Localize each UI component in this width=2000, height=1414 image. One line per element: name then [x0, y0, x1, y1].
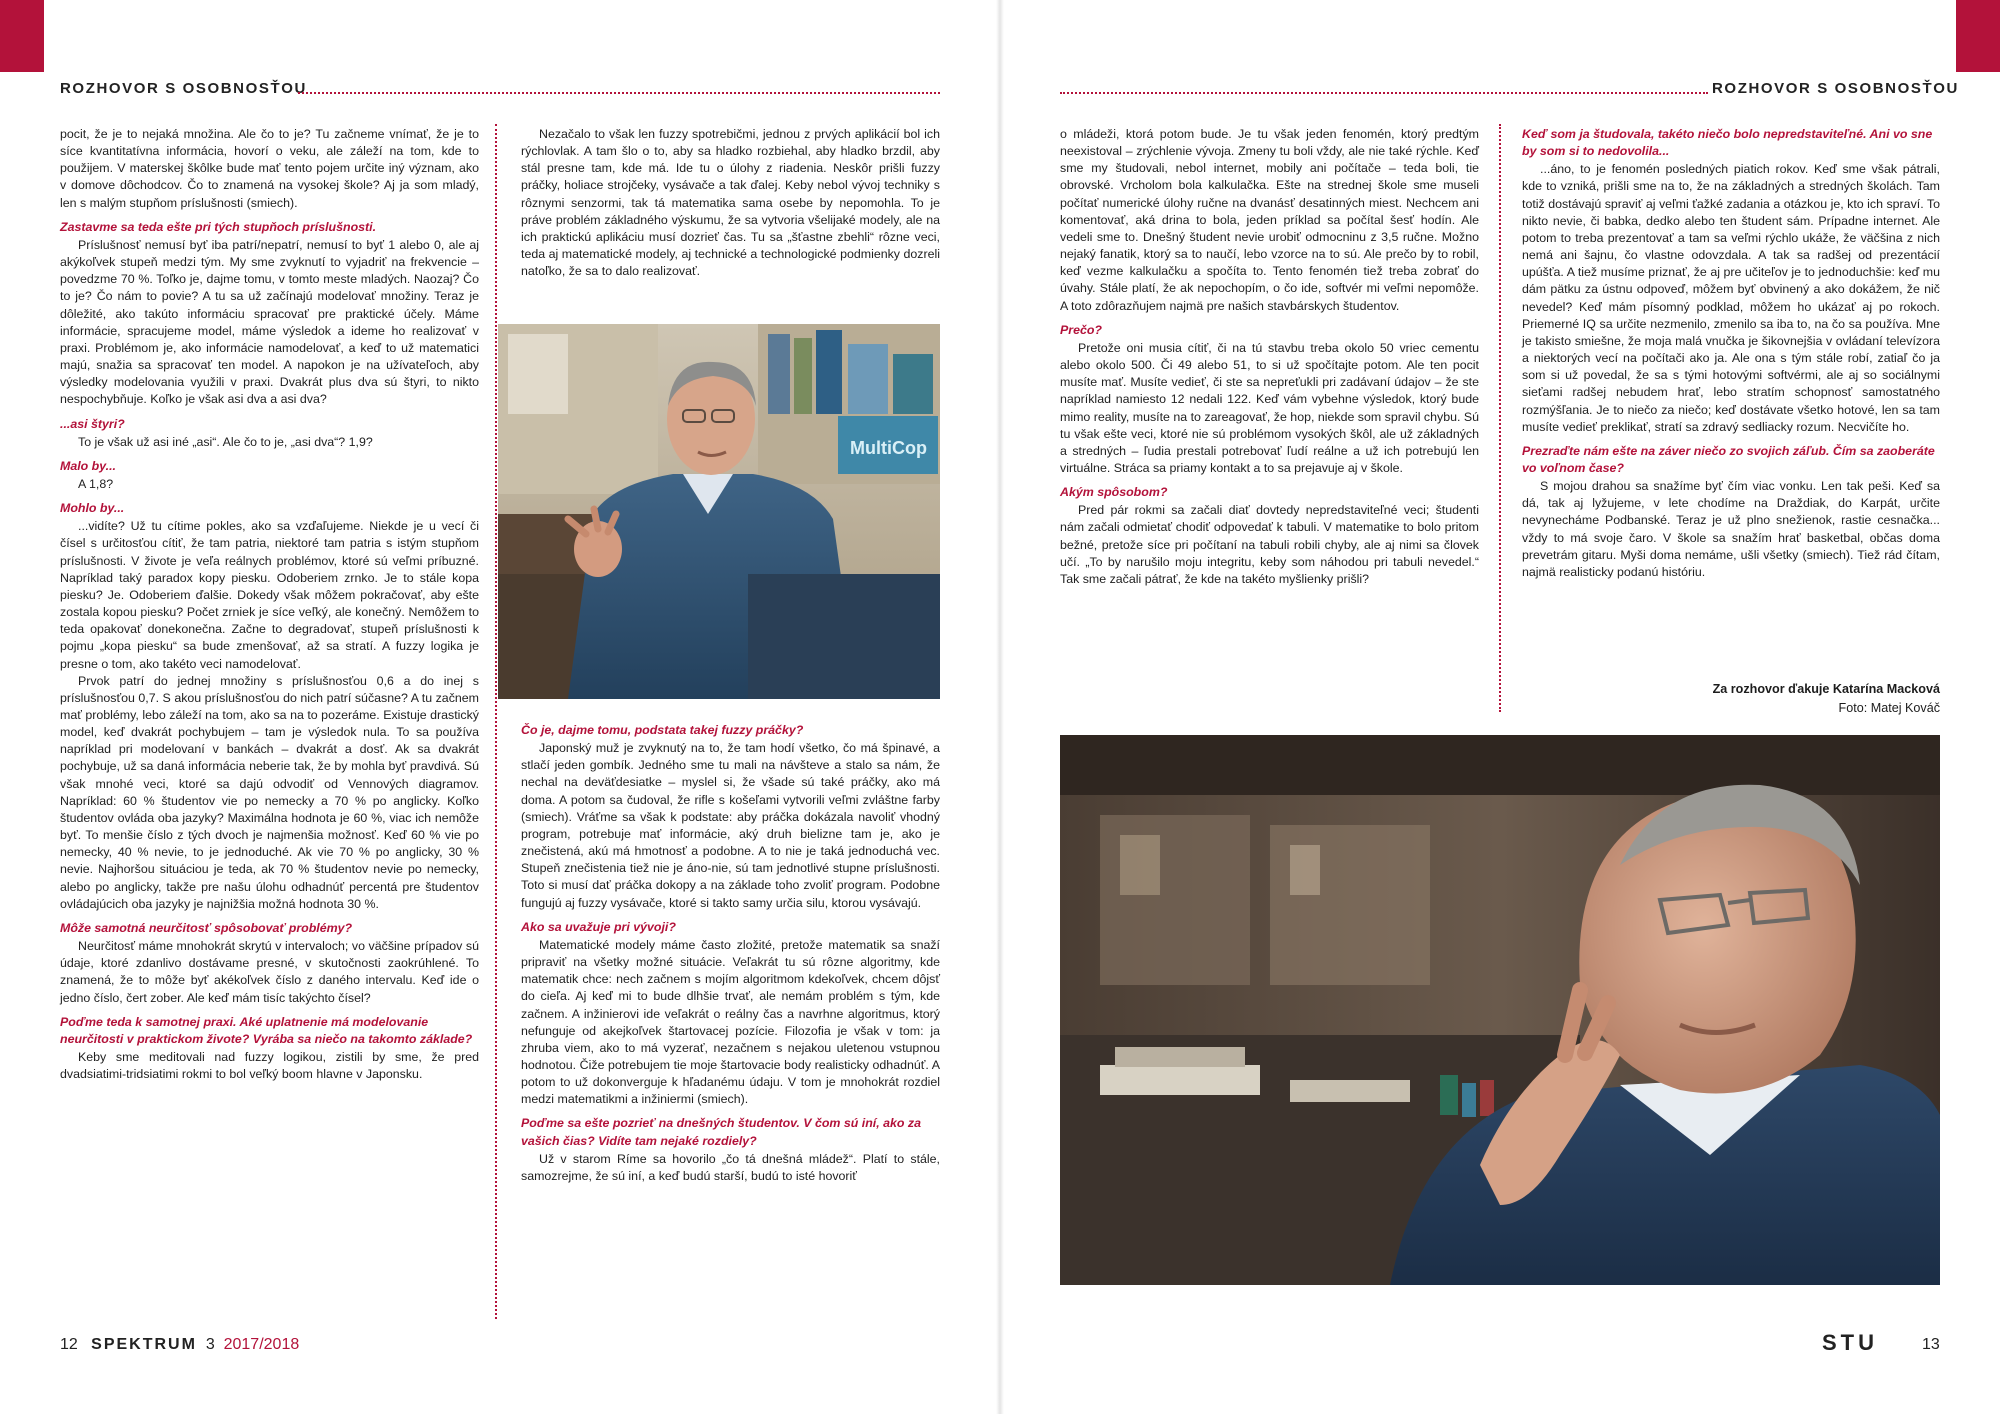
article-column-3 [1060, 126, 1479, 588]
box-label-1: MultiCop [850, 438, 927, 458]
interview-answer: Pred pár rokmi sa začali diať dovtedy nepredstaviteľné veci; študenti nám začali odmietať chodiť odpovedať k tabuli. V matematike to bolo pritom bežné, pretože síce pri počítaní na tabuli robili chyby, ale aj nimi sa človek učí. „To by narušilo moju integritu, keby som náhodou pri tabuli nevedel.“ Tak sme začali pátrať, že kde na takéto myšlienky prišli? [1060, 503, 1479, 586]
interview-photo-left [498, 324, 940, 699]
magazine-name: SPEKTRUM [91, 1336, 197, 1353]
interview-question: Malo by... [60, 458, 116, 473]
interview-question: Keď som ja študovala, takéto niečo bolo nepredstaviteľné. Ani vo sne by som si to nedovolila... [1522, 127, 1933, 159]
article-column-1 [60, 126, 479, 1083]
interview-question: Poďme sa ešte pozrieť na dnešných študentov. V čom sú iní, ako za vašich čias? Vidíte tam nejaké rozdiely? [521, 1116, 922, 1148]
interview-answer: pocit, že je to nejaká množina. Ale čo to je? Tu začneme vnímať, že je to síce kvantitatívna informácia, hovorí o veku, ale záleží na tom, kde to použijem. V materskej škôlke bude mať tento pojem určite iný význam, ako v domove dôchodcov. Čo to znamená na vysokej škole? Aj ja som mladý, len s malým stupňom príslušnosti (smiech). [60, 127, 479, 210]
interview-answer: o mládeži, ktorá potom bude. Je tu však jeden fenomén, ktorý predtým neexistoval – zrýchlenie vývoja. Zmeny tu boli vždy, ale nie také rýchle. Keď sme my študovali, nebol internet, mobily ani počítače – teda boli, tie obrovské. Vrcholom bola kalkulačka. Ešte na strednej škole sme museli počítať numerické úlohy ručne na dvanásť desatinných miest. Nechcem ani komentovať, aká drina to bola, jeden príklad sa počítal šesť hodín. Ale vedeli sme to. Dnešný študent nevie urobiť odmocninu z 3,5 ručne. Možno nejaký fanatik, ktorý sa to naučí, lebo vzorce na to sú. Ale prečo by to robil, keď vezme kalkulačku a spočíta to. Tento fenomén tiež treba zobrať do úvahy. Stále platí, že ak nepochopím, o čo ide, softvér mi veľmi nepomôže. A toto zdôrazňujem najmä pre našich stavbárskych študentov. [1060, 127, 1479, 313]
interview-photo-right [1060, 735, 1940, 1285]
page-number-left: 12 [60, 1336, 78, 1353]
left-red-tab [0, 0, 44, 72]
interview-answer: ...vidíte? Už tu cítime pokles, ako sa vzďaľujeme. Niekde je u vecí či čísel s určitosťou cítiť, že tam patria, niektoré tam patria s istým stupňom príslušnosti. V živote je veľa reálnych problémov, ktoré sú veľmi príbuzné. Napríklad taký paradox kopy piesku. Odoberiem zrnko. Je to stále kopa piesku? Je. Odoberiem ďalšie. Dokedy však môžem pokračovať, aby ešte zostala kopou piesku? Počet zrniek je síce veľký, ale konečný. Nemôžem to teda opakovať donekonečna. Začne to degradovať, stupeň príslušnosti k pojmu „kopa piesku“ sa bude zmenšovať, až sa stratí. A fuzzy logika je presne o tom, ako takéto veci namodelovať. [60, 519, 479, 671]
interview-answer: Pretože oni musia cítiť, či na tú stavbu treba okolo 50 vriec cementu alebo okolo 500. Či 49 alebo 51, to si už spočítajte potom. Ale ten pocit musíte mať. Musíte vedieť, či ste sa nepreťukli pri zadávaní údajov – že ste napríklad namiesto 12 nedali 122. Keď vám vybehne výsledok, ktorý bude mimo reality, musíte na to zareagovať, že hop, niekde som spravil chybu. Sú tu však ešte veci, ktoré nie sú problémom vysokých škôl, ale už základných a stredných – ľudia prestali potrebovať ľudí reálne a už ich potrebujú len virtuálne. Stráca sa priamy kontakt a to sa prejavuje aj v škole. [1060, 340, 1480, 475]
issue-year: 2017/2018 [223, 1336, 300, 1353]
article-column-2-top [521, 126, 940, 280]
interview-answer: Nezačalo to však len fuzzy spotrebičmi, jednou z prvých aplikácií bol ich rýchlovlak. A tam šlo o to, aby sa hladko rozbiehal, aby hladko brzdil, aby stál presne tam, kde má. Ide tu o úlohy z riadenia. Neskôr prišli fuzzy práčky, holiace strojčeky, vysávače a tak ďalej. Keby nebol vývoj techniky s rôznymi senzormi, tak tá matematika sama osebe by nepomohla. To je práve problém základného výskumu, že sa vytvoria všelijaké modely, ale na ich praktickú aplikáciu musí dozrieť čas. Tu sa „šťastne zbehli“ rôzne veci, teda aj matematické modely, aj technické a technologické podmienky dozreli natoľko, že sa to dalo realizovať. [521, 127, 940, 279]
interview-answer: Japonský muž je zvyknutý na to, že tam hodí všetko, čo má špinavé, a stlačí jeden gombík. Jedného sme tu mali na návšteve a stalo sa nám, že nechal na deväťdesiatke – myslel si, že všade sú také práčky, ako má doma. A potom sa čudoval, že rifle s košeľami vytvorili veľmi zvláštne farby (smiech). Vráťme sa však k podstate: aby práčka dokázala navoliť vhodný program, potrebuje mať informácie, aký druh bielizne tam je, ako je znečistená, akú má hmotnosť a podobne. A to nie je taká jednoduchá vec. Stupeň znečistenia tiež nie je áno-nie, sú tam jednotlivé stupne príslušnosti. Toto si musí dať práčka dokopy a na základe toho zvoliť program. Podobne fungujú aj fuzzy vysávače, ktoré si takto samy určia silu, ktorou vysávajú. [521, 741, 940, 910]
section-heading-left: ROZHOVOR S OSOBNOSŤOU [60, 80, 307, 97]
interview-answer: To je však už asi iné „asi“. Ale čo to je, „asi dva“? 1,9? [78, 434, 373, 449]
interview-answer: A 1,8? [78, 476, 114, 491]
interview-question: Prečo? [1060, 322, 1103, 337]
right-red-tab [1956, 0, 2000, 72]
person-portrait-illustration [1060, 735, 1940, 1285]
person-photo-illustration [498, 324, 940, 699]
interview-question: Prezraďte nám ešte na záver niečo zo svojich záľub. Čím sa zaoberáte vo voľnom čase? [1522, 443, 1935, 475]
interview-answer: ...áno, to je fenomén posledných piatich rokov. Keď sme však pátrali, kde to vzniká, prišli sme na to, že na základných a stredných školách. Tam totiž dostávajú spraviť aj veľmi ťažké zadania a otázkou je, kto ich spraví. To nikto nevie, či babka, dedko alebo ten študent sám. Prípadne internet. Ale potom to treba prezentovať a tam sa veľmi rýchlo ukáže, že väčšina z nich nemá ani šajnu, čo vlastne odovzdala. A tak sa radšej od prezentácií upúšťa. A tiež musíme priznať, že aj pre učiteľov je to jednoduchšie: keď mu dám pätku za ústnu odpoveď, môžem byť obvinený a ako dokážem, že nič nevedel? Keď mám písomný podklad, môžem ho ukázať aj po rokoch. Priemerné IQ sa určite nezmenilo, zmenilo sa iba to, na čo sa používa. Mne je takisto smiešne, že moja malá vnučka je šikovnejšia v ovládaní televízora a niektorých vecí na počítači ako ja. Ale ona s tým stále robí, zatiaľ čo ja som si už povedal, že sa s tými hotovými softvérmi, ale aj so sociálnymi sieťami radšej nebudem hrať, lebo stratím schopnosť samostatného rozmýšľania. Je to niečo za niečo; keď dostávate všetko hotové, len sa tam musíte vedieť preklikať, stratí sa zdravý sedliacky rozum. Necvičíte ho. [1522, 162, 1940, 434]
credits [1600, 680, 1940, 718]
article-column-4 [1522, 126, 1940, 581]
section-heading-right: ROZHOVOR S OSOBNOSŤOU [1712, 80, 1959, 97]
interview-answer: Matematické modely máme často zložité, pretože matematik sa snaží pripraviť na všetky možné situácie. Veľakrát tu sú rôzne algoritmy, kde matematik chce: nech začnem s mojím algoritmom kdekoľvek, chcem dôjsť do cieľa. Aj keď mi to bude dlhšie trvať, ale nemám problém s tým, kde začnem. A inžinierovi ide veľakrát o reálny čas a navrhne algoritmus, ktorý nefunguje od akejkoľvek štartovacej pozície. Filozofia je však v tom: ja zhruba viem, ako to má vyzerať, nezačnem s nejakou uletenou vstupnou hodnotou. Čiže potrebujem tie moje štartovacie body realisticky odhadnúť. A potom to už dokonverguje k hľadanému údaju. V tom je mnohokrát rozdiel medzi matematikmi a inžiniermi (smiech). [521, 937, 940, 1107]
section-dotted-rule-right [1060, 92, 1708, 94]
interview-answer: Príslušnosť nemusí byť iba patrí/nepatrí, nemusí to byť 1 alebo 0, ale aj akýkoľvek stupeň medzi tým. My sme zvyknutí to vyjadriť na frekvencie – povedzme 70 %. Toľko je, dajme tomu, v tomto meste mladých. Naozaj? Čo to je? Čo nám to povie? A tu sa už začínajú modelovať množiny. Teraz je dôležité, ako takúto informáciu spracovať pre praktické účely. Máme informácie, spracujeme model, máme výsledok a ideme ho realizovať v praxi. Problémom je, ako informácie namodelovať, a keď to už matematici majú, snažia sa spracovať ten model. A napokon je na užívateľoch, aby výsledky modelovania využili v praxi. Dvakrát plus dva sú štyri, to nikto nespochybňuje. Koľko je však asi dva a asi dva? [60, 237, 479, 407]
interview-question: Akým spôsobom? [1060, 485, 1168, 500]
spread-gutter [996, 0, 1004, 1414]
interview-answer: Neurčitosť máme mnohokrát skrytú v intervaloch; vo väčšine prípadov sú údaje, ktoré zdanlivo dostávame presné, v skutočnosti zaokrúhlené. To znamená, že to môže byť akékoľvek číslo z daného intervalu. Keď ide o jedno číslo, čert zober. Ale keď mám tisíc takýchto čísel? [60, 939, 479, 1005]
interview-question: Čo je, dajme tomu, podstata takej fuzzy práčky? [521, 723, 804, 737]
photo-credit: Foto: Matej Kováč [1838, 701, 1940, 715]
interview-question: Ako sa uvažuje pri vývoji? [521, 919, 676, 934]
section-dotted-rule-left [298, 92, 940, 94]
footer-left [60, 1336, 299, 1354]
column-separator-1 [495, 124, 497, 1319]
column-separator-3 [1499, 124, 1501, 712]
interview-answer: Keby sme meditovali nad fuzzy logikou, zistili by sme, že pred dvadsiatimi-tridsiatimi rokmi to bol veľký boom hlavne v Japonsku. [60, 1049, 479, 1082]
article-column-2-bottom [521, 722, 940, 1185]
interview-question: Poďme teda k samotnej praxi. Aké uplatnenie má modelovanie neurčitosti v praktickom živote? Vyrába sa niečo na takomto základe? [60, 1014, 473, 1046]
interview-answer: Už v starom Ríme sa hovorilo „čo tá dnešná mládež“. Platí to stále, samozrejme, že sú iní, a keď budú starší, budú to isté hovoriť [521, 1151, 940, 1183]
interview-answer: S mojou drahou sa snažíme byť čím viac vonku. Len tak peši. Keď sa dá, tak aj lyžujeme, v lete chodíme na Draždiak, do Karpát, určite nevynecháme Podbanské. Teraz je už plno snežienok, rastie cesnačka... vždy to má svoje čaro. V škole sa snažím hrať basketbal, občas doma prevetrám gitaru. Myši doma nemáme, ušli všetky (smiech). Tiež rád čítam, najmä realisticky podanú históriu. [1522, 479, 1940, 579]
interview-question: Zastavme sa teda ešte pri tých stupňoch príslušnosti. [60, 219, 377, 234]
stu-logo-text: STU [1822, 1330, 1878, 1355]
right-page [1000, 0, 2000, 1414]
interview-answer: Prvok patrí do jednej množiny s príslušnosťou 0,6 a do inej s príslušnosťou 0,7. S akou príslušnosťou do nich patrí súčasne? A tu začnem mať problémy, lebo záleží na tom, ako sa na to pozeráme. Existuje drastický model, keď dvakrát pochybujem – tam je výsledok nula. To sa používa napríklad pri modelovaní v bankách – dvakrát a dosť. Ak sa dvakrát pochybuje, už sa daná informácia neberie tak, že by mohla byť pravdivá. Sú však mnohé veci, ktoré sa dajú odvodiť od Vennových diagramov. Napríklad: 60 % študentov vie po nemecky a 70 % po anglicky. Koľko študentov ovláda oba jazyky? Maximálna hodnota je 60 %, viac ich nemôže byť. To menšie číslo z tých dvoch je najmenšia možnosť. Keď 60 % vie po nemecky, 40 % nevie, to je jednoduché. Ak vie 70 % po anglicky, 30 % nevie. Najhoršou situáciou je teda, ak 70 % študentov nevie po nemecky, alebo po anglicky, takže pre našu úlohu odhadnúť percentá pre študentov ovládajúcich oba jazyky je najnižšia možná hodnota 30 %. [60, 673, 479, 911]
interview-question: ...asi štyri? [60, 416, 125, 431]
interviewer-credit: Za rozhovor ďakuje Katarína Macková [1712, 682, 1940, 696]
issue-number: 3 [205, 1336, 215, 1353]
interview-question: Môže samotná neurčitosť spôsobovať problémy? [60, 920, 353, 935]
interview-question: Mohlo by... [60, 501, 125, 516]
page-number-right: 13 [1922, 1336, 1940, 1353]
